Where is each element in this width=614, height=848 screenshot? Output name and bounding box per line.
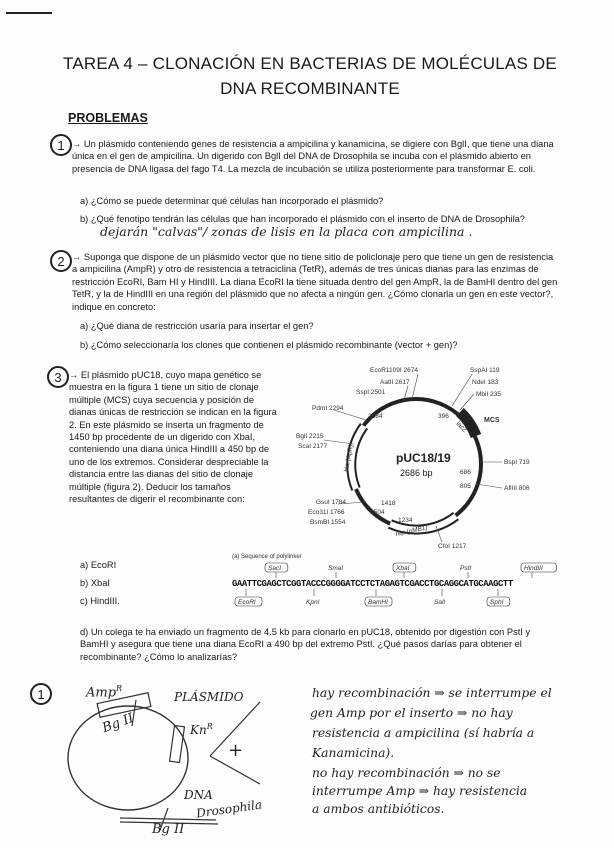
note-line-5: no hay recombinación ⇒ no se <box>312 766 501 780</box>
problem-3-option-c: c) HindIII. <box>80 596 120 606</box>
note-line-2: gen Amp por el inserto ⇒ no hay <box>310 706 513 720</box>
enzyme-bottom-sali: SalI <box>434 599 446 606</box>
polylinker-sequence: GAATTCGAGCTCGGTACCCGGGGATCCTCTAGAGTCGACCTGCAGGCATGCAAGCTT <box>232 579 513 589</box>
enzyme-top-xbai: XbaI <box>396 565 410 572</box>
site-686: 686 <box>460 469 471 476</box>
problem-3-option-b: b) XbaI <box>80 578 110 588</box>
note-plasmid-label: PLÁSMIDO <box>174 690 244 704</box>
problem-1-text: → Un plásmido conteniendo genes de resistencia a ampicilina y kanamicina, se digiere con BglI, que tiene una diana única en el gen de ampicilina. Un digerido con BglI del DNA de Drosophila se incuba con el plásmido abierto en presencia de DNA ligasa del fago T4. La mezcla de incubación se utiliza posteriormente para transformar E. coli. <box>72 139 554 174</box>
puc18-plasmid-map <box>278 364 568 559</box>
note-bgl-label: Bg II <box>100 710 136 737</box>
site-scai: ScaI 2177 <box>298 443 328 450</box>
site-afliii: AflIII 806 <box>504 485 530 492</box>
site-bsmbi: BsmBI 1554 <box>310 519 346 526</box>
gene-label-amp: bla (ApR) <box>343 444 355 473</box>
site-sspi: SspI 2501 <box>356 389 386 396</box>
problem-2-number: 2 <box>50 250 72 272</box>
problem-3-option-a: a) EcoRI <box>80 560 117 570</box>
note-kan: Kn <box>190 723 207 737</box>
note-line-7: a ambos antibióticos. <box>312 802 445 816</box>
enzyme-top-smai: SmaI <box>328 565 344 572</box>
note-amp-sup: R <box>116 684 123 693</box>
enzyme-bottom-kpni: KpnI <box>306 599 320 606</box>
note-line-6: interrumpe Amp ⇒ hay resistencia <box>312 784 528 798</box>
enzyme-bottom-ecori: EcoRI <box>238 599 256 606</box>
plasmid-size: 2686 bp <box>400 468 433 478</box>
polylinker-caption: (a) Sequence of polylinker <box>232 554 302 560</box>
problem-1-handwritten-answer: dejarán "calvas"/ zonas de lisis en la placa con ampicilina . <box>100 224 473 239</box>
site-2684: 2684 <box>368 413 383 420</box>
note-line-1: hay recombinación ⇒ se interrumpe el <box>312 686 552 700</box>
handwritten-plasmid-sketch <box>50 680 310 840</box>
site-bgli: BglI 2215 <box>296 433 324 440</box>
problem-1-question-a: a) ¿Cómo se puede determinar qué células han incorporado el plásmido? <box>80 196 384 206</box>
site-aatii: AatII 2617 <box>380 379 410 386</box>
problem-3-text: → El plásmido pUC18, cuyo mapa genético se muestra en la figura 1 tiene un sitio de clonaje múltiple (MCS) cuya secuencia y posición de dianas únicas de restricción se indican en la figura 2. En este plásmido se inserta un fragmento de 1450 bp procedente de un digerido con XbaI, conteniendo una diana única HindIII a 450 bp de uno de los extremos. Considerar despreciable la distancia entre las dianas del sitio de clonaje múltiple (figura 2). Deducir los tamaños resultantes de digerir el recombinante con: <box>69 370 277 505</box>
enzyme-bottom-sphi: SphI <box>490 599 504 606</box>
enzyme-top-psti: PstI <box>460 565 472 572</box>
note-line-3: resistencia a ampicilina (sí habría a <box>312 726 535 740</box>
page-title-line1: TAREA 4 – CLONACIÓN EN BACTERIAS DE MOLÉCULAS DE <box>63 54 557 73</box>
site-1504: 1504 <box>370 509 385 516</box>
note-amp: Amp <box>86 685 117 701</box>
problem-3-number: 3 <box>47 366 69 388</box>
enzyme-bottom-bamhi: BamHI <box>368 599 388 606</box>
enzyme-top-hindiii: HindIII <box>524 565 543 572</box>
gene-label-mcs: MCS <box>484 417 500 424</box>
note-line-4: Kanamicina). <box>312 746 395 760</box>
enzyme-top-saci: SacI <box>268 565 282 572</box>
problem-1-question-b: b) ¿Qué fenotipo tendrán las células que han incorporado el plásmido con el inserto de DNA de Drosophila? <box>80 214 525 224</box>
site-sspai: SspAI 119 <box>470 367 500 374</box>
site-805: 805 <box>460 483 471 490</box>
site-bspi: BspI 719 <box>504 459 530 466</box>
section-heading: PROBLEMAS <box>68 111 148 125</box>
note-drosophila-label: Drosophila <box>195 797 263 821</box>
page-title-line2: DNA RECOMBINANTE <box>220 79 400 98</box>
site-gsui: GsuI 1784 <box>316 499 346 506</box>
plasmid-name: pUC18/19 <box>396 451 451 465</box>
notes-number: 1 <box>30 683 52 705</box>
problem-3-question-d: d) Un colega te ha enviado un fragmento de 4.5 kb para clonarlo en pUC18, obtenido por digestión con PstI y BamHI y asegura que tiene una diana EcoRI a 490 bp del extremo PstI. ¿Qué pasos darías para obtener el recombinante? ¿Cómo lo analizarías? <box>80 627 531 662</box>
problem-2-text: → Suponga que dispone de un plásmido vector que no tiene sitio de policlonaje pero que tiene un gen de resistencia a ampicilina (AmpR) y otro de resistencia a tetraciclina (TetR), además de tres únicas dianas para las enzimas de restricción EcoRI, Bam HI y HindIII. La diana EcoRI la tiene situada dentro del gen AmpR, la de BamHI dentro del gen TetR, y la de HindIII en una región del plásmido que no afecta a ningún gen. ¿Cómo clonarla un gen en este vector?, indique en concreto: <box>72 252 558 312</box>
site-1234: 1234 <box>398 517 413 524</box>
note-dna-label: DNA <box>184 788 213 802</box>
problem-2-question-b: b) ¿Cómo seleccionaría los clones que contienen el plásmido recombinante (vector + gen)? <box>80 340 458 350</box>
site-396: 396 <box>438 413 449 420</box>
gene-label-lacz: lacZ <box>454 420 469 435</box>
site-1418: 1418 <box>381 500 396 507</box>
site-ecor1109: EcoR1109I 2674 <box>370 367 418 374</box>
polylinker-figure <box>228 552 568 612</box>
note-plus-sign: + <box>228 740 244 761</box>
problem-1-number: 1 <box>50 134 72 156</box>
note-amp-label <box>86 684 122 700</box>
gene-label-rep: rep (pMB1) <box>394 524 429 538</box>
site-ndei: NdeI 183 <box>472 379 499 386</box>
scan-mark <box>6 12 52 14</box>
note-kan-label <box>190 722 213 737</box>
site-pdmi: PdmI 2294 <box>312 405 344 412</box>
note-kan-sup: R <box>206 722 213 731</box>
site-mbii: MbiI 235 <box>476 391 501 398</box>
note-bgl2-label: Bg II <box>152 822 185 837</box>
site-eco31i: Eco31I 1766 <box>308 509 345 516</box>
problem-2-question-a: a) ¿Qué diana de restricción usaría para insertar el gen? <box>80 321 314 331</box>
site-cfoi: CfoI 1217 <box>438 543 467 550</box>
